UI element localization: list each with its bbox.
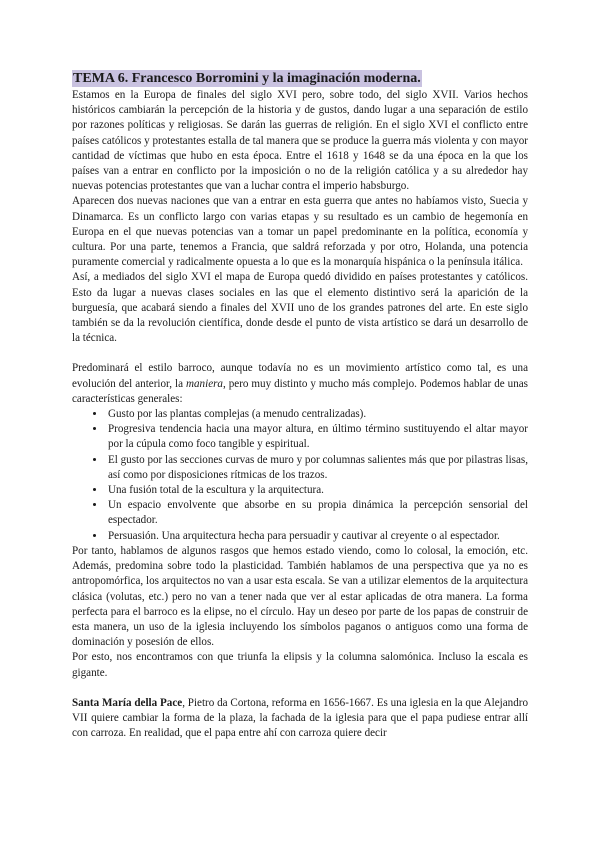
maniera-term: maniera: [186, 377, 223, 390]
paragraph-baroque: [72, 361, 528, 407]
paragraph-spacer: [72, 681, 528, 696]
list-item: • El gusto por las secciones curvas de muro y por columnas salientes más que por pilastras lisas, así como por disposiciones rítmicas de los trazos.: [106, 453, 528, 483]
list-item: • Progresiva tendencia hacia una mayor altura, en último término sustituyendo el altar mayor por la cúpula como foco tangible y espiritual.: [106, 422, 528, 452]
paragraph-features: Por tanto, hablamos de algunos rasgos que hemos estado viendo, como lo colosal, la emoción, etc. Además, predomina sobre todo la plasticidad. También hablamos de una perspectiva que ya no es antropomórfica, los arquitectos no van a usar esta escala. Se van a utilizar elementos de la arquitectura clásica (volutas, etc.) pero no van a tener nada que ver al estar aplicadas de otra manera. La forma perfecta para el barroco es la elipse, no el círculo. Hay un deseo por parte de los papas de construir de esta manera, un uso de la iglesia incluyendo los símbolos paganos o antiguos como una forma de dominación y posesión de ellos.: [72, 544, 528, 649]
paragraph-new-nations: Aparecen dos nuevas naciones que van a entrar en esta guerra que antes no habíamos visto, Suecia y Dinamarca. Es un conflicto largo con varias etapas y su resultado es un cambio de hegemonía en Europa en el que nuevas potencias van a tomar un papel predominante en la política, economía y cultura. Por una parte, tenemos a Francia, que saldrá reforzada y por otro, Holanda, una potencia puramente comercial y radicalmente opuesta a lo que es la monarquía hispánica o la península itálica.: [72, 195, 528, 269]
document-page: [72, 70, 528, 741]
paragraph-ellipse: Por esto, nos encontramos con que triunfa la elipsis y la columna salomónica. Incluso la escala es gigante.: [72, 651, 528, 679]
paragraph-europe-map: Así, a mediados del siglo XVI el mapa de Europa quedó dividido en países protestantes y católicos. Esto da lugar a nuevas clases sociales en las que el elemento distintivo será la aparición de la burguesía, que acabará siendo a finales del XVII uno de los grandes patrones del arte. En este siglo también se da la revolución científica, donde desde el punto de vista artístico se dará un desarrollo de la técnica.: [72, 271, 528, 345]
church-name: Santa María della Pace: [72, 696, 183, 709]
list-item: • Un espacio envolvente que absorbe en su propia dinámica la percepción sensorial del espectador.: [106, 498, 528, 528]
list-item: • Gusto por las plantas complejas (a menudo centralizadas).: [106, 407, 528, 422]
church-description: , Pietro da Cortona, reforma en 1656-1667. Es una iglesia en la que Alejandro VII quiere cambiar la forma de la plaza, la fachada de la iglesia para que el papa pudiese entrar allí con carroza. En realidad, que el papa entre ahí con carroza quiere decir: [72, 696, 529, 740]
baroque-text-start: Predominará el estilo barroco, aunque todavía no es un movimiento artístico como tal, es una evolución del anterior, la: [72, 362, 528, 390]
page-title: TEMA 6. Francesco Borromini y la imaginación moderna.: [73, 71, 421, 86]
characteristics-list: [72, 407, 528, 544]
paragraph-spacer: [72, 346, 528, 361]
list-item: • Persuasión. Una arquitectura hecha para persuadir y cautivar al creyente o al espectador.: [106, 529, 528, 544]
list-item: • Una fusión total de la escultura y la arquitectura.: [106, 483, 528, 498]
paragraph-intro: Estamos en la Europa de finales del siglo XVI pero, sobre todo, del siglo XVII. Varios hechos históricos cambiarán la percepción de la historia y de gustos, dando lugar a una separación de estilo por razones políticas y religiosas. Se darán las guerras de religión. En el siglo XVI el conflicto entre países católicos y protestantes estalla de tal manera que se produce la guerra más violenta y con mayor cantidad de víctimas que hubo en esta época. Entre el 1618 y 1648 se da una época en la que los países van a entrar en conflicto por la imposición o no de la religión católica y a su alrededor hay nuevas potencias protestantes que van a luchar contra el imperio habsburgo.: [72, 89, 528, 193]
baroque-text-end: , pero muy distinto y mucho más complejo. Podemos hablar de unas características generales:: [72, 377, 528, 405]
paragraph-santa-maria: [72, 696, 528, 742]
